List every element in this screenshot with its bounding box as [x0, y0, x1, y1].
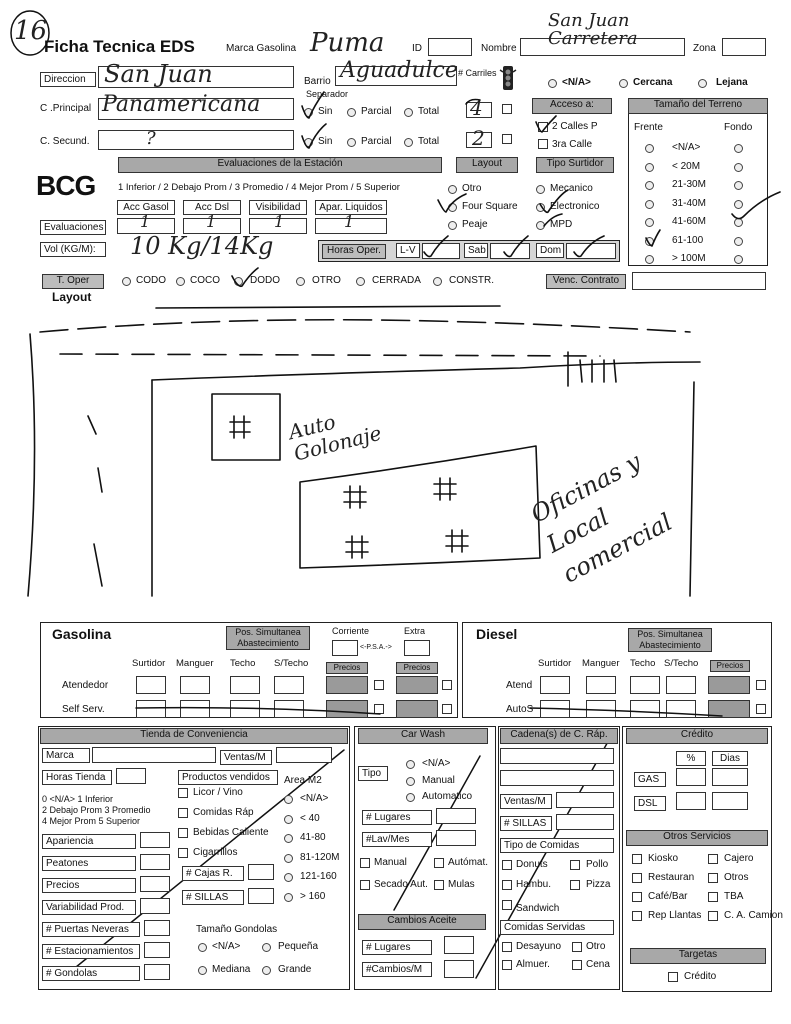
carwash-opt-trucks: Mulas	[448, 879, 475, 890]
store-product-label: Cigarrillos	[193, 847, 238, 858]
store-gondolas-field[interactable]	[144, 964, 170, 980]
terrain-front-label: Frente	[634, 122, 663, 133]
gondola-large: Grande	[278, 964, 312, 975]
store-doors-label: # Puertas Neveras	[42, 922, 140, 937]
store-rating-label: Variabilidad Prod.	[42, 900, 136, 915]
barrio-value: Aguadulce	[340, 58, 458, 83]
gondola-medium: Mediana	[212, 964, 251, 975]
layout-type-header: Layout	[456, 157, 518, 173]
service-label: Otros	[724, 872, 749, 883]
hours-label: Horas Oper.	[322, 244, 386, 259]
secondary-sep-total: Total	[418, 136, 440, 147]
meal-dinner-check[interactable]	[572, 960, 582, 970]
diesel-count-field[interactable]	[666, 676, 696, 694]
form-title: Ficha Tecnica EDS	[44, 37, 195, 56]
carwash-per-month-label: #Lav/Mes	[362, 832, 432, 847]
diesel-count-field[interactable]	[586, 700, 616, 718]
principal-sep-none: Sin	[318, 106, 333, 117]
gondola-na: <N/A>	[212, 941, 241, 952]
dispenser-mechanical: Mecanico	[550, 183, 593, 194]
gasoline-price-header-1: Precios	[326, 662, 368, 674]
access-header: Acceso a:	[532, 98, 612, 114]
credit-gas-percent[interactable]	[676, 768, 706, 786]
brand-value: Puma	[310, 28, 385, 58]
bcg-logo: BCG	[36, 170, 96, 201]
principal-label: C .Principal	[40, 103, 92, 114]
oil-header: Cambios Aceite	[358, 914, 486, 930]
carwash-type-label: Tipo	[358, 766, 388, 781]
diesel-col-hose: Manguer	[582, 658, 620, 669]
diesel-count-field[interactable]	[666, 700, 696, 718]
store-area-radio[interactable]	[284, 815, 293, 824]
eval-col-visibility: Visibilidad	[249, 200, 307, 215]
fastfood-chain-field-2[interactable]	[500, 770, 614, 786]
fastfood-sales-label: Ventas/M	[500, 794, 552, 809]
terrain-header: Tamaño del Terreno	[628, 98, 768, 114]
service-check[interactable]	[708, 892, 718, 902]
service-check[interactable]	[632, 911, 642, 921]
fastfood-chain-field-1[interactable]	[500, 748, 614, 764]
eval-acc-gasol-score: 1	[140, 212, 151, 231]
dispenser-mpd: MPD	[550, 219, 573, 230]
store-parking-label: # Estacionamientos	[42, 944, 140, 959]
gasoline-price-field[interactable]	[396, 700, 438, 718]
store-area-label: > 160	[300, 890, 326, 902]
op-constr: CONSTR.	[449, 275, 494, 286]
store-rating-field[interactable]	[140, 876, 170, 892]
store-area-label: < 40	[300, 812, 320, 824]
store-area-label: <N/A>	[300, 793, 329, 804]
meal-lunch: Almuer.	[516, 959, 550, 970]
diesel-col-dispenser: Surtidor	[538, 658, 572, 669]
credit-header: Crédito	[626, 728, 768, 744]
diesel-row-label: AutoS	[506, 704, 534, 715]
diesel-price-field[interactable]	[708, 676, 750, 694]
evaluations-row-label: Evaluaciones	[40, 220, 106, 235]
gasoline-count-field[interactable]	[180, 676, 210, 694]
gasoline-count-field[interactable]	[230, 676, 260, 694]
gondola-small: Pequeña	[278, 941, 319, 952]
store-scale-3: 4 Mejor Prom 5 Superior	[42, 816, 141, 826]
diesel-col-roof: Techo	[630, 658, 656, 669]
fastfood-food-type-label: Tipo de Comidas	[500, 838, 614, 853]
diesel-count-field[interactable]	[540, 700, 570, 718]
food-sandwich: Sandwich	[516, 903, 560, 914]
hours-sunday-label: Dom	[536, 243, 564, 258]
service-label: TBA	[724, 891, 744, 902]
store-area-radio[interactable]	[284, 854, 293, 863]
secondary-lanes: 2	[472, 126, 485, 150]
store-product-label: Licor / Vino	[193, 787, 243, 798]
proximity-na-label: <N/A>	[562, 77, 591, 88]
store-area-label: 121-160	[300, 871, 337, 882]
principal-sep-total: Total	[418, 106, 440, 117]
diesel-price-header: Precios	[710, 660, 750, 672]
operation-label: T. Oper	[42, 274, 104, 289]
eval-col-acc-dsl: Acc Dsl	[183, 200, 241, 215]
food-chicken-check[interactable]	[570, 860, 580, 870]
diesel-col-noroof: S/Techo	[664, 658, 699, 669]
op-dodo: DODO	[250, 275, 280, 286]
oil-places-label: # Lugares	[362, 940, 432, 955]
store-brand-field[interactable]	[92, 747, 216, 763]
service-check[interactable]	[632, 892, 642, 902]
gasoline-price-field[interactable]	[396, 676, 438, 694]
principal-sep-partial: Parcial	[361, 106, 392, 117]
gasoline-price-check[interactable]	[442, 704, 452, 714]
store-product-check[interactable]	[178, 788, 188, 798]
eval-acc-dsl-score: 1	[206, 212, 217, 231]
barrio-label: Barrio	[304, 76, 331, 87]
gasoline-col-hose: Manguer	[176, 658, 214, 669]
oil-per-month-field[interactable]	[444, 960, 474, 978]
food-burger-check[interactable]	[502, 880, 512, 890]
contract-label: Venc. Contrato	[546, 274, 626, 289]
gasoline-price-field[interactable]	[326, 700, 368, 718]
terrain-size-label: > 100M	[672, 253, 706, 264]
carwash-opt-auto-check[interactable]	[434, 858, 444, 868]
credit-dsl-label: DSL	[634, 796, 666, 811]
service-check[interactable]	[708, 854, 718, 864]
credit-gas-days[interactable]	[712, 768, 748, 786]
diesel-price-check[interactable]	[756, 680, 766, 690]
gondola-small-radio[interactable]	[262, 943, 271, 952]
credit-dsl-days[interactable]	[712, 792, 748, 810]
store-gondolas-label: # Gondolas	[42, 966, 140, 981]
gasoline-count-field[interactable]	[230, 700, 260, 718]
carwash-opt-manual: Manual	[374, 857, 407, 868]
terrain-size-label: < 20M	[672, 160, 701, 172]
carwash-na-radio[interactable]	[406, 760, 415, 769]
store-header: Tienda de Conveniencia	[40, 728, 348, 744]
gasoline-price-check[interactable]	[374, 680, 384, 690]
service-check[interactable]	[632, 854, 642, 864]
carwash-auto-radio[interactable]	[406, 793, 415, 802]
gondola-medium-radio[interactable]	[198, 966, 207, 975]
store-hours-field[interactable]	[116, 768, 146, 784]
store-rating-label: Peatones	[42, 856, 136, 871]
service-label: Restauran	[648, 872, 695, 883]
store-hours-label: Horas Tienda	[42, 770, 112, 785]
gasoline-price-check[interactable]	[442, 680, 452, 690]
diesel-count-field[interactable]	[540, 676, 570, 694]
volume-label: Vol (KG/M):	[40, 242, 106, 257]
store-rating-label: Precios	[42, 878, 136, 893]
gasoline-corriente-field[interactable]	[332, 640, 358, 656]
credit-gas-label: GAS	[634, 772, 666, 787]
gasoline-extra-field[interactable]	[404, 640, 430, 656]
eval-visibility-score: 1	[274, 212, 285, 231]
store-parking-field[interactable]	[144, 942, 170, 958]
meal-lunch-check[interactable]	[502, 960, 512, 970]
address-label: Direccion	[40, 72, 96, 87]
site-layout-sketch	[0, 296, 791, 614]
oil-places-field[interactable]	[444, 936, 474, 954]
store-area-label: 81-120M	[300, 851, 340, 863]
fastfood-sales-field[interactable]	[556, 792, 614, 808]
fastfood-chairs-field[interactable]	[556, 814, 614, 830]
diesel-price-field[interactable]	[708, 700, 750, 718]
gasoline-col-dispenser: Surtidor	[132, 658, 166, 669]
proximity-near-label: Cercana	[633, 77, 673, 88]
store-brand-label: Marca	[42, 748, 90, 763]
store-rating-field[interactable]	[140, 898, 170, 914]
carwash-places-field[interactable]	[436, 808, 476, 824]
service-check[interactable]	[708, 873, 718, 883]
gasoline-psa-label: <-P.S.A.->	[360, 644, 392, 651]
name-label: Nombre	[481, 43, 517, 54]
store-area-label: 41-80	[300, 832, 326, 843]
food-donuts: Donuts	[516, 859, 548, 870]
volume-value: 10 Kg/14Kg	[130, 232, 274, 260]
address-value: San Juan	[104, 60, 213, 88]
principal-lanes: 4	[470, 96, 483, 120]
store-product-label: Bebidas Caliente	[193, 827, 269, 838]
op-codo: CODO	[136, 275, 166, 286]
credit-percent-label: %	[676, 751, 706, 766]
store-area-radio[interactable]	[284, 873, 293, 882]
sheet-number: 16	[14, 16, 48, 46]
food-chicken: Pollo	[586, 859, 609, 870]
gasoline-count-field[interactable]	[136, 676, 166, 694]
cards-credit: Crédito	[684, 971, 717, 982]
layout-four-square: Four Square	[462, 201, 518, 212]
service-label: Cajero	[724, 853, 754, 864]
diesel-price-check[interactable]	[756, 704, 766, 714]
service-check[interactable]	[632, 873, 642, 883]
hours-saturday-label: Sab	[464, 243, 488, 258]
terrain-size-label: 31-40M	[672, 197, 706, 209]
meal-other: Otro	[586, 941, 606, 952]
carwash-opt-dryer-check[interactable]	[360, 880, 370, 890]
separator-label: Separador	[306, 89, 349, 99]
terrain-size-label: 21-30M	[672, 179, 706, 190]
gasoline-count-field[interactable]	[136, 700, 166, 718]
diesel-title: Diesel	[476, 626, 518, 642]
gasoline-simul-header: Pos. Simultanea Abastecimiento	[226, 626, 310, 650]
access-third-street: 3ra Calle	[552, 139, 593, 150]
gasoline-corriente-label: Corriente	[332, 626, 370, 636]
meal-dinner: Cena	[586, 959, 610, 970]
diesel-simul-header: Pos. Simultanea Abastecimiento	[628, 628, 712, 652]
gasoline-title: Gasolina	[52, 626, 112, 642]
carwash-per-month-field[interactable]	[436, 830, 476, 846]
gasoline-count-field[interactable]	[180, 700, 210, 718]
carwash-auto: Automatico	[422, 791, 473, 802]
store-scale-2: 2 Debajo Prom 3 Promedio	[42, 805, 151, 815]
store-area-label: Area M2	[284, 775, 322, 786]
zone-label: Zona	[693, 43, 716, 54]
service-check[interactable]	[708, 911, 718, 921]
dispenser-header: Tipo Surtidor	[536, 157, 614, 173]
store-chairs-field[interactable]	[248, 888, 274, 904]
terrain-size-label: 41-60M	[672, 216, 706, 227]
gondola-na-radio[interactable]	[198, 943, 207, 952]
meal-other-check[interactable]	[572, 942, 582, 952]
carwash-na: <N/A>	[422, 758, 451, 769]
diesel-count-field[interactable]	[630, 700, 660, 718]
food-burger: Hambu.	[516, 879, 552, 890]
carwash-opt-dryer: Secado Aut.	[374, 879, 428, 890]
diesel-row-label: Atend	[506, 680, 533, 691]
fastfood-chairs-label: # SILLAS	[500, 816, 552, 831]
diesel-count-field[interactable]	[630, 676, 660, 694]
gasoline-col-roof: Techo	[230, 658, 256, 669]
carwash-opt-manual-check[interactable]	[360, 858, 370, 868]
access-two-streets: 2 Calles P	[552, 121, 598, 132]
service-label: Rep Llantas	[648, 910, 702, 921]
carwash-opt-trucks-check[interactable]	[434, 880, 444, 890]
gasoline-count-field[interactable]	[274, 676, 304, 694]
store-area-radio[interactable]	[284, 834, 293, 843]
credit-dsl-percent[interactable]	[676, 792, 706, 810]
service-label: Kiosko	[648, 853, 679, 864]
cards-credit-check[interactable]	[668, 972, 678, 982]
secondary-value: ?	[146, 128, 156, 149]
terrain-back-label: Fondo	[724, 122, 753, 133]
sketch-note-autolavado: Auto Golonaje	[286, 409, 384, 466]
store-product-label: Comidas Ráp	[193, 807, 254, 818]
fastfood-header: Cadena(s) de C. Ráp.	[500, 728, 618, 744]
services-header: Otros Servicios	[626, 830, 768, 846]
store-product-check[interactable]	[178, 848, 188, 858]
secondary-label: C. Secund.	[40, 136, 90, 147]
terrain-size-label: 61-100	[672, 234, 704, 246]
credit-days-label: Dias	[712, 751, 748, 766]
store-chairs-label: # SILLAS	[182, 890, 244, 905]
store-registers-label: # Cajas R.	[182, 866, 244, 881]
meal-breakfast-check[interactable]	[502, 942, 512, 952]
carwash-header: Car Wash	[358, 728, 488, 744]
eval-col-acc-gasol: Acc Gasol	[117, 200, 175, 215]
store-doors-field[interactable]	[144, 920, 170, 936]
store-sales-field[interactable]	[276, 747, 332, 763]
store-rating-label: Apariencia	[42, 834, 136, 849]
brand-label: Marca Gasolina	[226, 43, 297, 54]
store-registers-field[interactable]	[248, 864, 274, 880]
food-sandwich-check[interactable]	[502, 900, 512, 910]
meal-breakfast: Desayuno	[516, 941, 562, 952]
store-rating-field[interactable]	[140, 854, 170, 870]
store-products-label: Productos vendidos	[178, 770, 278, 785]
id-label: ID	[412, 43, 422, 54]
gasoline-price-check[interactable]	[374, 704, 384, 714]
gasoline-count-field[interactable]	[274, 700, 304, 718]
food-pizza: Pizza	[586, 879, 611, 890]
proximity-far-label: Lejana	[716, 77, 748, 88]
layout-toll: Peaje	[462, 219, 488, 230]
gasoline-row-label: Atendedor	[62, 680, 109, 691]
store-area-radio[interactable]	[284, 795, 293, 804]
secondary-sep-none: Sin	[318, 136, 333, 147]
dispenser-electronic: Electronico	[550, 201, 600, 212]
store-gondola-size-label: Tamaño Gondolas	[196, 924, 278, 935]
op-cerrada: CERRADA	[372, 275, 421, 286]
op-coco: COCO	[190, 275, 220, 286]
store-product-check[interactable]	[178, 808, 188, 818]
store-scale-1: 0 <N/A> 1 Inferior	[42, 794, 114, 804]
oil-per-month-label: #Cambios/M	[362, 962, 432, 977]
lanes-label: # Carriles	[458, 68, 497, 78]
eval-liquids-score: 1	[344, 212, 355, 231]
evaluations-header: Evaluaciones de la Estación	[118, 157, 442, 173]
gasoline-price-field[interactable]	[326, 676, 368, 694]
name-value: San Juan Carretera	[548, 10, 638, 49]
cards-header: Targetas	[630, 948, 766, 964]
op-otro: OTRO	[312, 275, 341, 286]
terrain-size-label: <N/A>	[672, 142, 701, 153]
handwritten-checkmarks	[0, 0, 791, 300]
eval-col-liquids: Apar. Liquidos	[315, 200, 387, 215]
service-label: C. A. Camion	[724, 910, 783, 921]
store-product-check[interactable]	[178, 828, 188, 838]
carwash-places-label: # Lugares	[362, 810, 432, 825]
secondary-sep-partial: Parcial	[361, 136, 392, 147]
service-label: Café/Bar	[648, 891, 688, 902]
food-pizza-check[interactable]	[570, 880, 580, 890]
store-sales-label: Ventas/M	[220, 750, 272, 765]
sketch-title: Layout	[52, 290, 92, 304]
store-rating-field[interactable]	[140, 832, 170, 848]
sketch-note-offices: Oficinas y Local comercial	[526, 447, 677, 589]
principal-value: Panamericana	[102, 92, 261, 117]
evaluations-scale: 1 Inferior / 2 Debajo Prom / 3 Promedio / 4 Mejor Prom / 5 Superior	[118, 182, 400, 193]
carwash-manual-radio[interactable]	[406, 777, 415, 786]
store-area-radio[interactable]	[284, 893, 293, 902]
food-donuts-check[interactable]	[502, 860, 512, 870]
carwash-opt-auto: Autómat.	[448, 857, 489, 868]
gasoline-price-header-2: Precios	[396, 662, 438, 674]
gasoline-row-label: Self Serv.	[62, 704, 105, 715]
carwash-manual: Manual	[422, 775, 455, 786]
diesel-count-field[interactable]	[586, 676, 616, 694]
gasoline-extra-label: Extra	[404, 626, 426, 636]
hours-weekday-label: L-V	[396, 243, 420, 258]
layout-other: Otro	[462, 183, 482, 194]
fastfood-meals-label: Comidas Servidas	[500, 920, 614, 935]
gondola-large-radio[interactable]	[262, 966, 271, 975]
gasoline-col-noroof: S/Techo	[274, 658, 309, 669]
